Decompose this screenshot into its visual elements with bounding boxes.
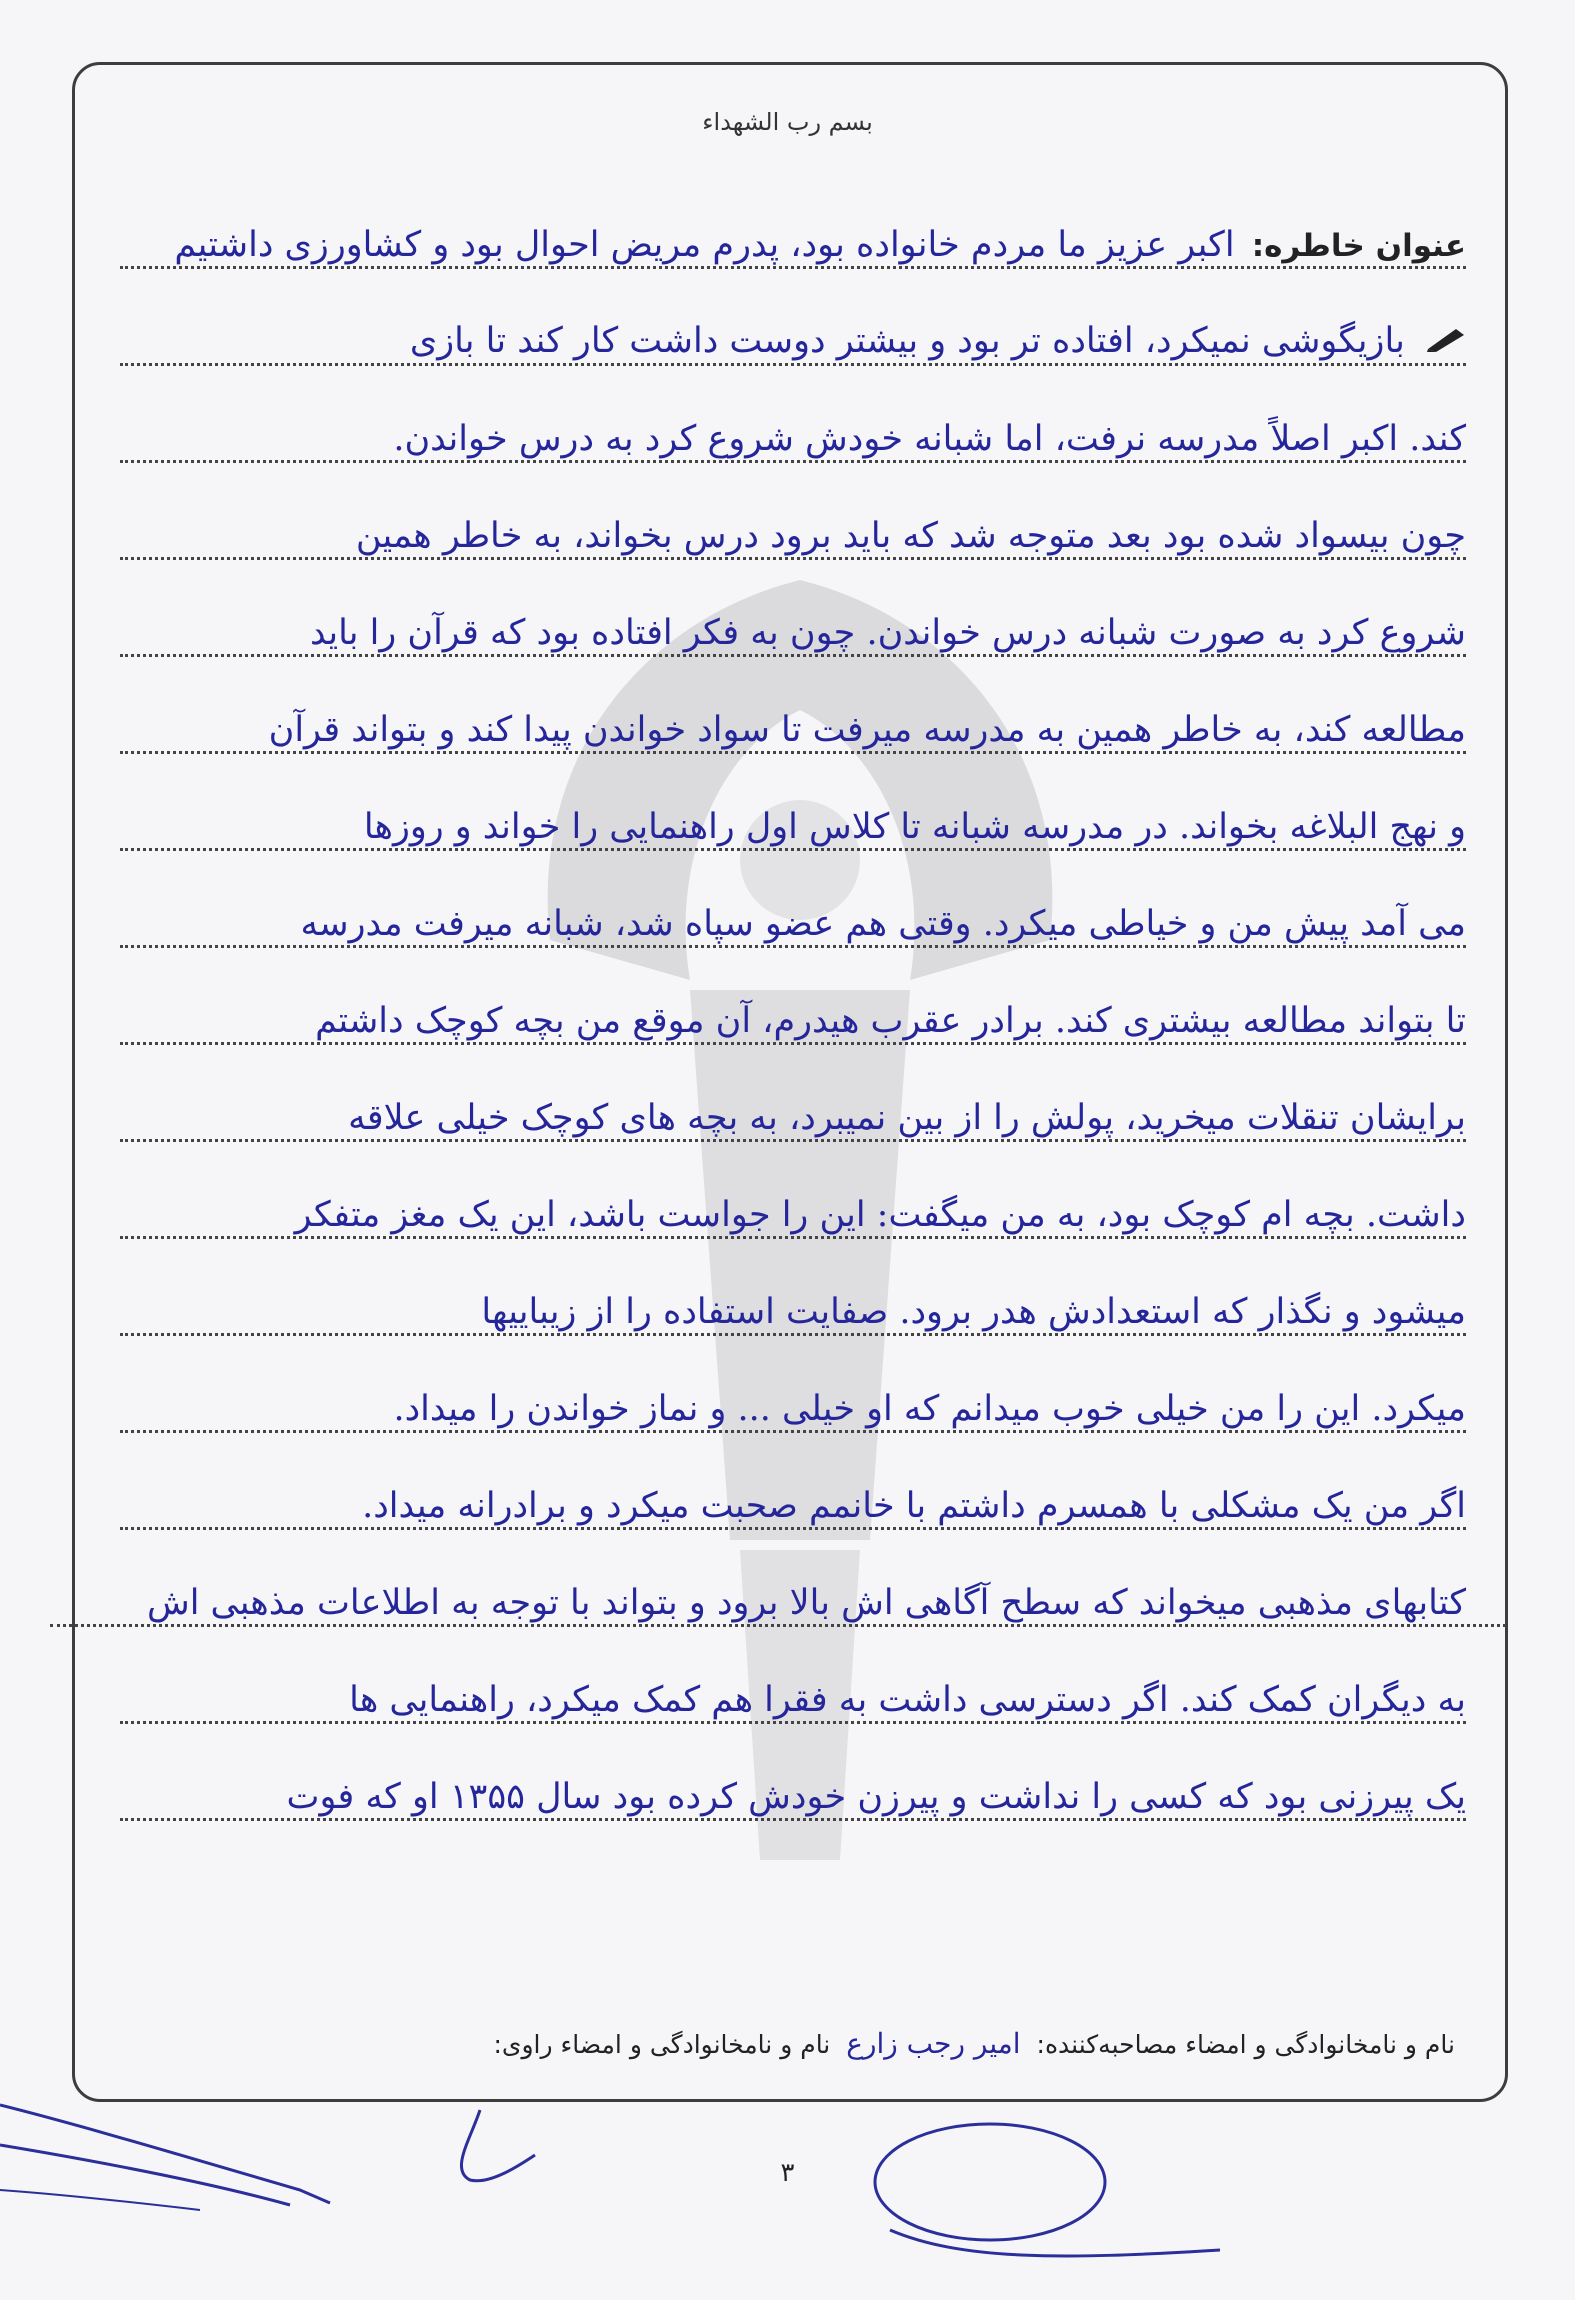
memoir-lines — [120, 214, 1466, 1863]
interviewer-signature — [860, 2110, 1280, 2300]
memoir-line-text: و نهج البلاغه بخواند. در مدرسه شبانه تا کلاس اول راهنمایی را خواند و روزها — [363, 807, 1466, 847]
memoir-line-16 — [120, 1669, 1466, 1766]
memoir-line-text: به دیگران کمک کند. اگر دسترسی داشت به فقرا هم کمک میکرد، راهنمایی ها — [349, 1680, 1466, 1720]
memoir-line-text: می آمد پیش من و خیاطی میکرد. وقتی هم عضو سپاه شد، شبانه میرفت مدرسه — [300, 904, 1466, 944]
narrator-label: نام و نامخانوادگی و امضاء راوی: — [493, 2030, 831, 2059]
memoir-line-text: میشود و نگذار که استعدادش هدر برود. صفایت استفاده را از زیباییها — [481, 1292, 1466, 1332]
interviewer-label: نام و نامخانوادگی و امضاء مصاحبه‌کننده: — [1036, 2030, 1455, 2059]
memoir-line-text: داشت. بچه ام کوچک بود، به من میگفت: این را جواست باشد، این یک مغز متفکر — [294, 1195, 1466, 1235]
basmala-heading: بسم رب الشهداء — [702, 108, 873, 136]
memoir-line-text: شروع کرد به صورت شبانه درس خواندن. چون به فکر افتاده بود که قرآن را باید — [309, 613, 1466, 653]
memoir-line-9 — [120, 990, 1466, 1087]
memoir-line-text: یک پیرزنی بود که کسی را نداشت و پیرزن خودش کرده بود سال ۱۳۵۵ او که فوت — [286, 1777, 1466, 1817]
memoir-line-13 — [120, 1378, 1466, 1475]
page-number: ۳ — [780, 2158, 795, 2188]
memoir-line-text: میکرد. این را من خیلی خوب میدانم که او خیلی ... و نماز خواندن را میداد. — [393, 1389, 1466, 1429]
memoir-line-3 — [120, 408, 1466, 505]
memoir-line-11 — [120, 1184, 1466, 1281]
pen-icon — [1426, 322, 1466, 362]
memoir-line-text: چون بیسواد شده بود بعد متوجه شد که باید برود درس بخواند، به خاطر همین — [355, 516, 1466, 556]
memoir-line-2 — [120, 311, 1466, 408]
memoir-line-7 — [120, 796, 1466, 893]
memoir-line-10 — [120, 1087, 1466, 1184]
memoir-line-6 — [120, 699, 1466, 796]
memoir-line-5 — [120, 602, 1466, 699]
narrator-signature — [0, 2085, 420, 2295]
memoir-line-text: بازیگوشی نمیکرد، افتاده تر بود و بیشتر دوست داشت کار کند تا بازی — [409, 320, 1405, 361]
memoir-line-text: اکبر عزیز ما مردم خانواده بود، پدرم مریض احوال بود و کشاورزی داشتیم — [174, 225, 1235, 265]
memoir-line-text: کند. اکبر اصلاً مدرسه نرفت، اما شبانه خودش شروع کرد به درس خواندن. — [393, 419, 1466, 459]
signature-line — [493, 2027, 1455, 2060]
memoir-title-label: عنوان خاطره: — [1251, 228, 1466, 264]
memoir-line-12 — [120, 1281, 1466, 1378]
interviewer-name: امیر رجب زارع — [846, 2027, 1021, 2060]
memoir-line-8 — [120, 893, 1466, 990]
memoir-line-14 — [120, 1475, 1466, 1572]
memoir-line-4 — [120, 505, 1466, 602]
memoir-line-text: برایشان تنقلات میخرید، پولش را از بین نمیبرد، به بچه های کوچک خیلی علاقه — [348, 1098, 1466, 1138]
memoir-line-text: تا بتواند مطالعه بیشتری کند. برادر عقرب هیدرم، آن موقع من بچه کوچک داشتم — [315, 1001, 1466, 1041]
memoir-line-text: کتابهای مذهبی میخواند که سطح آگاهی اش بالا برود و بتواند با توجه به اطلاعات مذهبی اش — [146, 1583, 1466, 1623]
memoir-line-text: اگر من یک مشکلی با همسرم داشتم با خانمم صحبت میکرد و برادرانه میداد. — [362, 1486, 1466, 1526]
small-signature-mark — [440, 2090, 570, 2210]
memoir-line-1 — [120, 214, 1466, 311]
memoir-line-15 — [120, 1572, 1466, 1669]
memoir-line-text: مطالعه کند، به خاطر همین به مدرسه میرفت تا سواد خواندن پیدا کند و بتواند قرآن — [268, 710, 1466, 750]
memoir-line-17 — [120, 1766, 1466, 1863]
